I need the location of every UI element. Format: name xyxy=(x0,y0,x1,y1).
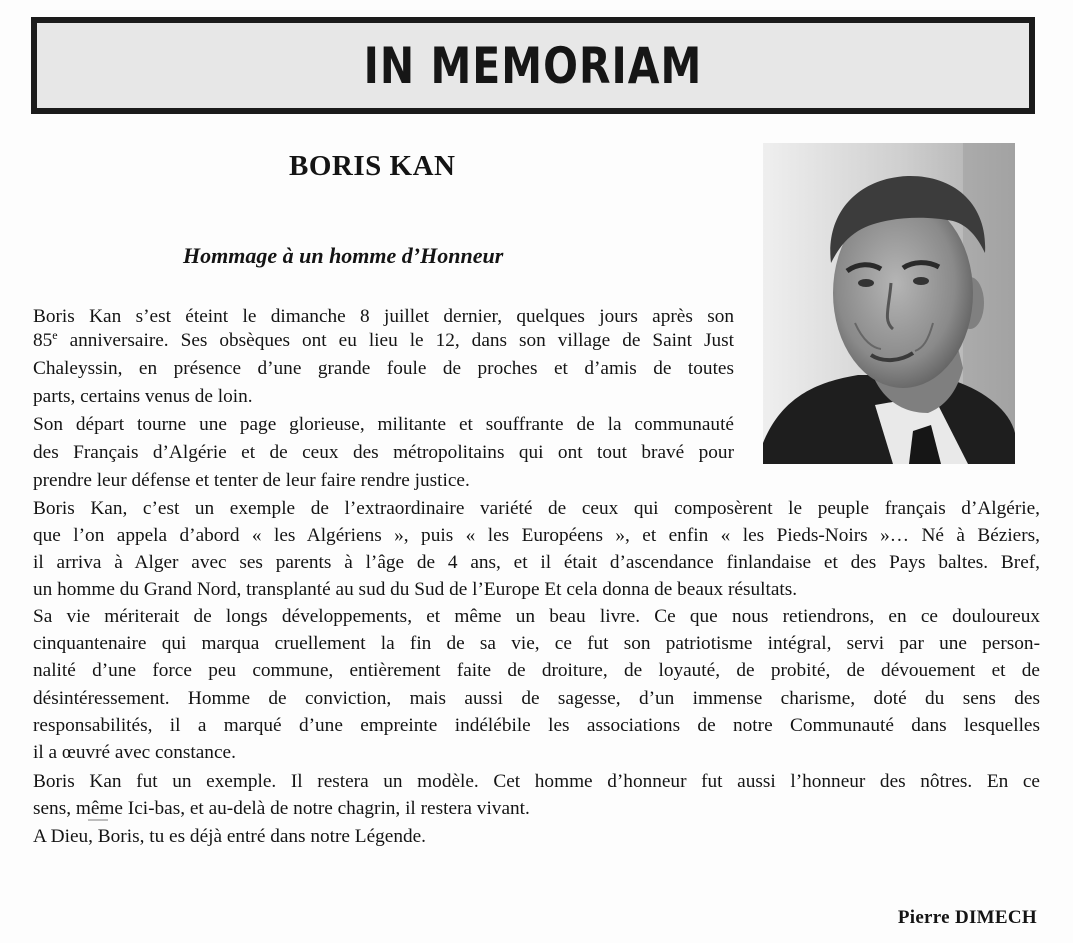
article-text: anniversaire. Ses obsèques ont eu lieu le 12, dans son village de Saint Just xyxy=(57,330,734,351)
article-line: que l’on appela d’abord « les Algériens », puis « les Européens », et enfin « les Pieds-Noirs »… Né à Béziers, xyxy=(33,525,1040,546)
portrait-illustration xyxy=(763,143,1015,464)
portrait-photo xyxy=(763,143,1015,464)
article-line: sens, même Ici-bas, et au-delà de notre chagrin, il restera vivant. xyxy=(33,798,530,819)
author-signature: Pierre DIMECH xyxy=(897,907,1037,928)
article-superscript: e xyxy=(52,328,58,342)
article-line: il arriva à Alger avec ses parents à l’âge de 4 ans, et il était d’ascendance finlandaise et des Pays baltes. Bref, xyxy=(33,552,1040,573)
deceased-name: BORIS KAN xyxy=(289,150,456,182)
article-line: A Dieu, Boris, tu es déjà entré dans notre Légende. xyxy=(33,826,427,847)
article-line: responsabilités, il a marqué d’une empreinte indélébile les associations de notre Communauté dans lesquelles xyxy=(33,715,1040,736)
scan-mark xyxy=(88,819,108,821)
title-banner xyxy=(31,17,1035,114)
article-line: nalité d’une force peu commune, entièrement faite de droiture, de loyauté, de probité, de dévouement et de xyxy=(33,660,1040,681)
article-line: il a œuvré avec constance. xyxy=(33,742,236,763)
tribute-subtitle: Hommage à un homme d’Honneur xyxy=(183,243,504,268)
article-line: Sa vie mériterait de longs développements, et même un beau livre. Ce que nous retiendrons, en ce douloureux xyxy=(33,606,1040,627)
article-line: Boris Kan, c’est un exemple de l’extraordinaire variété de ceux qui composèrent le peuple français d’Algérie, xyxy=(33,498,1040,519)
article-line: désintéressement. Homme de conviction, mais aussi de sagesse, d’un immense charisme, doté du sens des xyxy=(33,688,1040,709)
article-line xyxy=(33,329,734,353)
article-line: Boris Kan s’est éteint le dimanche 8 juillet dernier, quelques jours après son xyxy=(33,306,734,327)
article-line: cinquantenaire qui marqua cruellement la fin de sa vie, ce fut son patriotisme intégral, servi par une person- xyxy=(33,633,1040,654)
article-line: parts, certains venus de loin. xyxy=(33,386,253,407)
article-line: un homme du Grand Nord, transplanté au sud du Sud de l’Europe Et cela donna de beaux résultats. xyxy=(33,579,798,600)
article-line: prendre leur défense et tenter de leur faire rendre justice. xyxy=(33,470,470,491)
article-text: 85 xyxy=(33,330,53,351)
article-line: des Français d’Algérie et de ceux des métropolitains qui ont tout bravé pour xyxy=(33,442,734,463)
article-line: Chaleyssin, en présence d’une grande foule de proches et d’amis de toutes xyxy=(33,358,734,379)
article-line: Boris Kan fut un exemple. Il restera un modèle. Cet homme d’honneur fut aussi l’honneur des nôtres. En ce xyxy=(33,771,1040,792)
article-line: Son départ tourne une page glorieuse, militante et souffrante de la communauté xyxy=(33,414,734,435)
banner-title: IN MEMORIAM xyxy=(363,36,703,95)
